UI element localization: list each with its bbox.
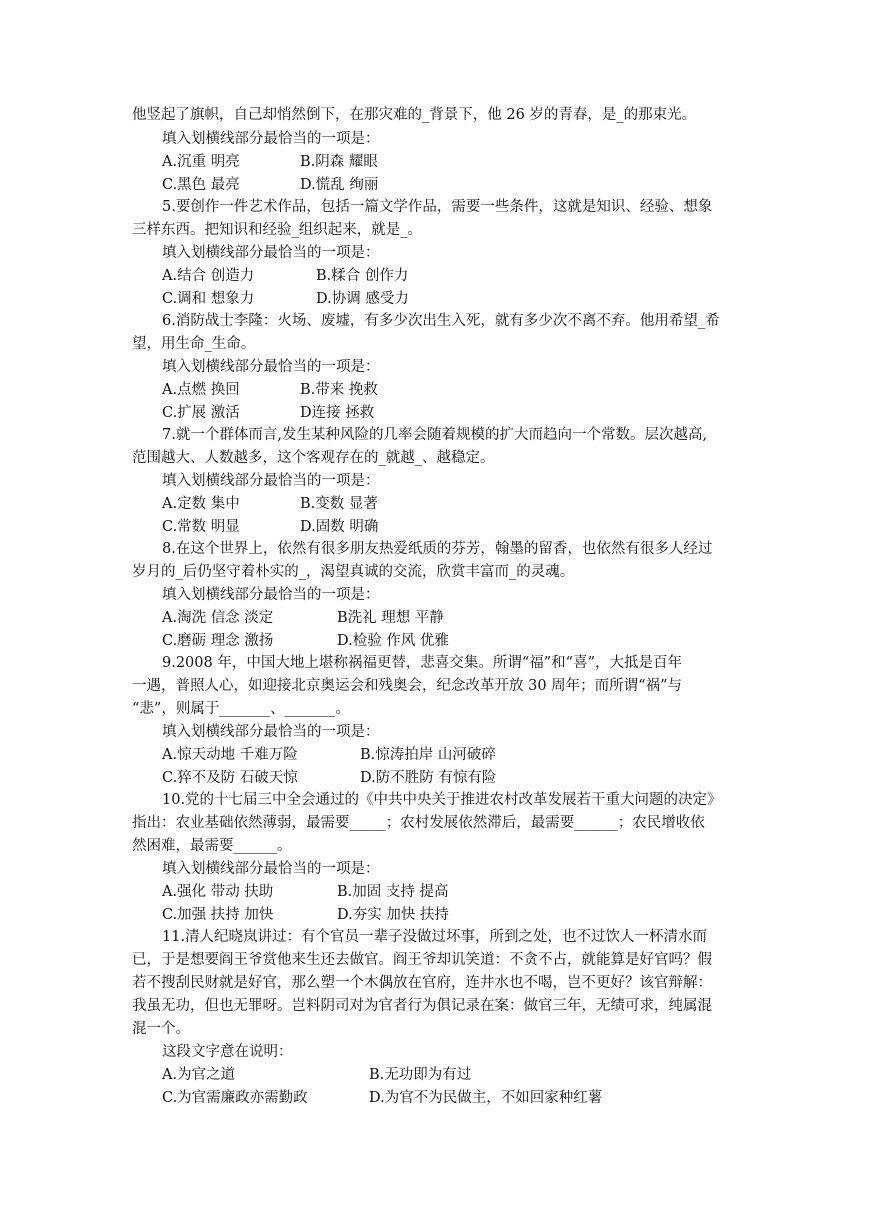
- q4-option-c: C.黑色 最亮: [162, 177, 240, 193]
- q5-stem-line-2: 三样东西。把知识和经验_组织起来，就是_。: [132, 222, 422, 238]
- intro-line: 他竖起了旗帜，自己却悄然倒下，在那灾难的_背景下，他 26 岁的青春，是_的那束光。: [132, 107, 697, 123]
- q7-prompt: 填入划横线部分最恰当的一项是：: [162, 473, 380, 489]
- q9-stem-line-2: 一遇，普照人心，如迎接北京奥运会和残奥会，纪念改革开放 30 周年；而所谓“祸”与: [132, 678, 682, 694]
- q5-option-d: D.协调 感受力: [316, 291, 409, 307]
- q10-option-d: D.夯实 加快 扶持: [337, 907, 449, 923]
- q6-option-b: B.带来 挽救: [300, 382, 378, 398]
- q8-prompt: 填入划横线部分最恰当的一项是：: [162, 587, 380, 603]
- q10-option-c: C.加强 扶持 加快: [162, 907, 274, 923]
- q7-stem-line-1: 7.就一个群体而言,发生某种风险的几率会随着规模的扩大而趋向一个常数。层次越高,: [162, 427, 708, 443]
- q9-stem-line-1: 9.2008 年，中国大地上堪称祸福更替，悲喜交集。所谓“福”和“喜”，大抵是百年: [162, 655, 682, 671]
- q11-option-d: D.为官不为民做主，不如回家种红薯: [369, 1090, 603, 1106]
- q10-stem-line-3: 然困难，最需要______。: [132, 838, 292, 854]
- q9-option-b: B.惊涛拍岸 山河破碎: [360, 747, 496, 763]
- q8-option-c: C.磨砺 理念 激扬: [162, 633, 274, 649]
- q7-option-b: B.变数 显著: [300, 496, 378, 512]
- q10-option-b: B.加固 支持 提高: [337, 884, 449, 900]
- q6-option-a: A.点燃 换回: [162, 382, 240, 398]
- q4-prompt: 填入划横线部分最恰当的一项是：: [162, 131, 380, 147]
- q6-option-c: C.扩展 激活: [162, 405, 240, 421]
- q11-option-b: B.无功即为有过: [369, 1067, 472, 1083]
- q7-stem-line-2: 范围越大、人数越多，这个客观存在的_就越_、越稳定。: [132, 450, 495, 466]
- q11-stem-line-4: 我虽无功，但也无罪呀。岂料阴司对为官者行为俱记录在案：做官三年，无绩可求，纯属混: [132, 998, 712, 1014]
- q9-option-a: A.惊天动地 千难万险: [162, 747, 298, 763]
- q6-stem-line-2: 望，用生命_生命。: [132, 336, 256, 352]
- q8-stem-line-2: 岁月的_后仍坚守着朴实的_，渴望真诚的交流，欣赏丰富而_的灵魂。: [132, 564, 575, 580]
- q5-option-a: A.结合 创造力: [162, 268, 255, 284]
- q4-option-a: A.沉重 明亮: [162, 154, 240, 170]
- q11-stem-line-3: 若不搜刮民财就是好官，那么塑一个木偶放在官府，连井水也不喝，岂不更好？该官辩解：: [132, 975, 712, 991]
- q11-prompt: 这段文字意在说明：: [162, 1044, 293, 1060]
- q7-option-c: C.常数 明显: [162, 519, 240, 535]
- q10-stem-line-2: 指出：农业基础依然薄弱，最需要_____；农村发展依然滞后，最需要______；农民增收依: [132, 815, 705, 831]
- q11-stem-line-2: 已，于是想要阎王爷赏他来生还去做官。阎王爷却讥笑道：不贪不占，就能算是好官吗？假: [132, 952, 712, 968]
- q4-option-b: B.阴森 耀眼: [300, 154, 378, 170]
- q9-option-c: C.猝不及防 石破天惊: [162, 770, 298, 786]
- q8-option-b: B洗礼 理想 平静: [337, 610, 444, 626]
- q5-option-c: C.调和 想象力: [162, 291, 255, 307]
- q8-option-a: A.淘洗 信念 淡定: [162, 610, 274, 626]
- q6-option-d: D连接 拯救: [300, 405, 375, 421]
- q7-option-a: A.定数 集中: [162, 496, 240, 512]
- q11-stem-line-5: 混一个。: [132, 1021, 190, 1037]
- q9-option-d: D.防不胜防 有惊有险: [360, 770, 497, 786]
- q8-option-d: D.检验 作风 优雅: [337, 633, 449, 649]
- q5-prompt: 填入划横线部分最恰当的一项是：: [162, 245, 380, 261]
- q6-prompt: 填入划横线部分最恰当的一项是：: [162, 359, 380, 375]
- q10-prompt: 填入划横线部分最恰当的一项是：: [162, 861, 380, 877]
- q11-option-a: A.为官之道: [162, 1067, 236, 1083]
- q6-stem-line-1: 6.消防战士李隆：火场、废墟，有多少次出生入死，就有多少次不离不弃。他用希望_希: [162, 313, 720, 329]
- q10-option-a: A.强化 带动 扶助: [162, 884, 274, 900]
- q11-option-c: C.为官需廉政亦需勤政: [162, 1090, 308, 1106]
- q7-option-d: D.固数 明确: [300, 519, 379, 535]
- q11-stem-line-1: 11.清人纪晓岚讲过：有个官员一辈子没做过坏事，所到之处，也不过饮人一杯清水而: [162, 929, 708, 945]
- q5-option-b: B.糅合 创作力: [316, 268, 409, 284]
- q9-stem-line-3: “悲”，则属于_______、_______。: [132, 701, 350, 717]
- q9-prompt: 填入划横线部分最恰当的一项是：: [162, 724, 380, 740]
- q5-stem-line-1: 5.要创作一件艺术作品，包括一篇文学作品，需要一些条件，这就是知识、经验、想象: [162, 199, 713, 215]
- q8-stem-line-1: 8.在这个世界上，依然有很多朋友热爱纸质的芬芳，翰墨的留香，也依然有很多人经过: [162, 541, 713, 557]
- q4-option-d: D.慌乱 绚丽: [300, 177, 379, 193]
- q10-stem-line-1: 10.党的十七届三中全会通过的《中共中央关于推进农村改革发展若干重大问题的决定》: [162, 792, 722, 808]
